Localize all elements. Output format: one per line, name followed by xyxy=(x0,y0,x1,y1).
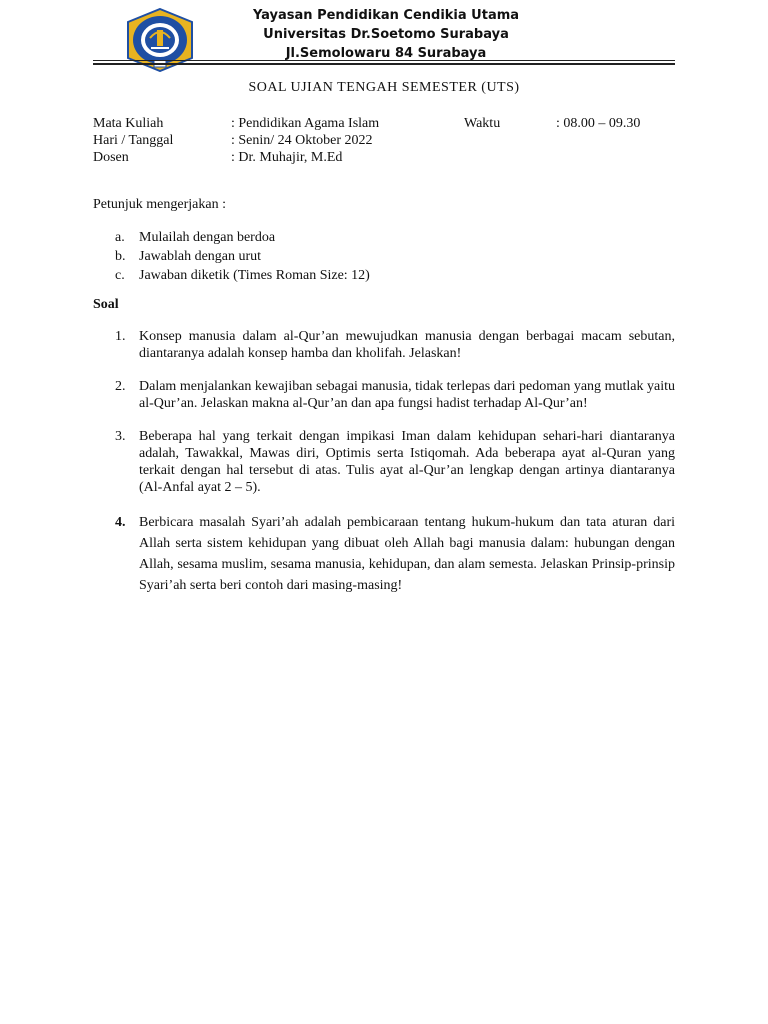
list-marker: c. xyxy=(115,268,125,283)
header-divider-thick xyxy=(93,63,675,65)
time-value: : 08.00 – 09.30 xyxy=(556,116,641,131)
lecturer-row xyxy=(93,149,693,166)
question-text: Berbicara masalah Syari’ah adalah pembicaraan tentang hukum-hukum dan tata aturan dari Allah serta sistem kehidupan yang dibuat oleh Allah bagi manusia dalam: hubungan dengan Allah, sesama muslim, sesama manusia, kehidupan, dan alam semesta. Jelaskan Prinsip-prinsip Syari’ah serta beri contoh dari masing-masing! xyxy=(139,515,675,593)
university-name: Universitas Dr.Soetomo Surabaya xyxy=(263,27,509,42)
time-label: Waktu xyxy=(464,116,501,131)
date-value: : Senin/ 24 Oktober 2022 xyxy=(231,133,373,148)
course-value: : Pendidikan Agama Islam xyxy=(231,116,380,131)
list-marker: a. xyxy=(115,230,125,245)
date-row xyxy=(93,132,693,149)
exam-title: SOAL UJIAN TENGAH SEMESTER (UTS) xyxy=(248,80,520,95)
list-text: Mulailah dengan berdoa xyxy=(139,230,276,245)
header-divider-thin xyxy=(93,60,675,61)
question-number: 2. xyxy=(115,379,126,394)
question-number: 4. xyxy=(115,515,126,530)
question-number: 1. xyxy=(115,329,126,344)
list-text: Jawaban diketik (Times Roman Size: 12) xyxy=(139,268,370,283)
lecturer-label: Dosen xyxy=(93,150,129,165)
soal-heading: Soal xyxy=(93,297,119,312)
instructions-heading: Petunjuk mengerjakan : xyxy=(93,197,226,212)
question-text: Beberapa hal yang terkait dengan impikasi Iman dalam kehidupan sehari-hari diantaranya adalah, Tawakkal, Mawas diri, Optimis serta Istiqomah. Ada beberapa ayat al-Quran yang terkait dengan hal tersebut di atas. Tulis ayat al-Qur’an lengkap dengan artinya diantaranya (Al-Anfal ayat 2 – 5). xyxy=(139,429,675,495)
institution-header xyxy=(200,6,572,63)
exam-info xyxy=(93,115,693,166)
question-list xyxy=(93,328,675,612)
question-text: Konsep manusia dalam al-Qur’an mewujudkan manusia dengan berbagai macam sebutan, diantaranya adalah konsep hamba dan kholifah. Jelaskan! xyxy=(139,329,675,361)
question-item xyxy=(93,378,675,412)
question-text: Dalam menjalankan kewajiban sebagai manusia, tidak terlepas dari pedoman yang mutlak yaitu al-Qur’an. Jelaskan makna al-Qur’an dan apa fungsi hadist terhadap Al-Qur’an! xyxy=(139,379,675,411)
question-item xyxy=(93,328,675,362)
lecturer-value: : Dr. Muhajir, M.Ed xyxy=(231,150,343,165)
list-text: Jawablah dengan urut xyxy=(139,249,262,264)
question-number: 3. xyxy=(115,429,126,444)
question-item xyxy=(93,512,675,596)
foundation-name: Yayasan Pendidikan Cendikia Utama xyxy=(252,8,520,23)
date-label: Hari / Tanggal xyxy=(93,133,174,148)
course-row xyxy=(93,115,693,132)
question-item xyxy=(93,428,675,496)
list-marker: b. xyxy=(115,249,126,264)
university-address: Jl.Semolowaru 84 Surabaya xyxy=(285,46,487,61)
course-label: Mata Kuliah xyxy=(93,116,164,131)
